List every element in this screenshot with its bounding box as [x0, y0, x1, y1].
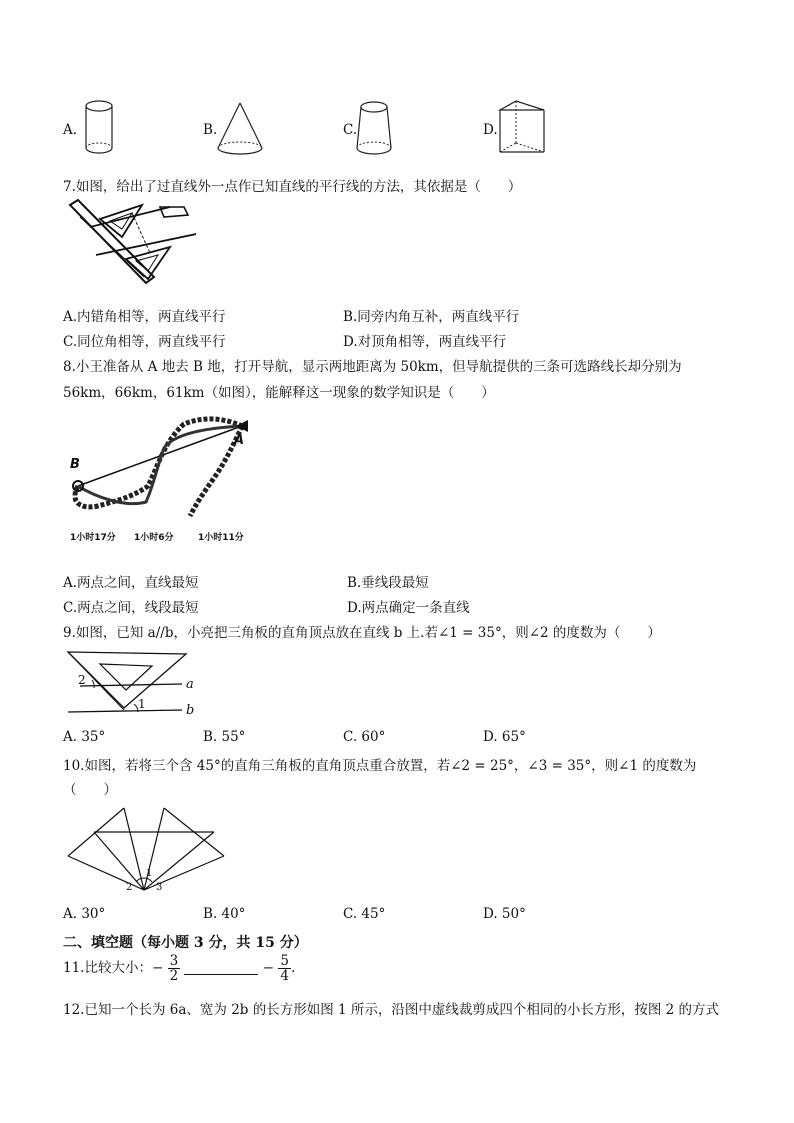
frustum-figure	[354, 98, 394, 160]
q11-answer-blank[interactable]	[184, 962, 258, 975]
q8-option-b: B.垂线段最短	[347, 575, 429, 591]
q10-option-c: C. 45°	[343, 906, 386, 922]
q8-map-label-a: A	[234, 433, 245, 448]
q10-stem-line2: （ ）	[63, 782, 117, 798]
q8-option-d: D.两点确定一条直线	[347, 600, 470, 616]
q10-angle-3-label: 3	[156, 882, 163, 893]
q10-option-d: D. 50°	[483, 906, 526, 922]
q7-option-c: C.同位角相等，两直线平行	[63, 334, 226, 350]
cylinder-figure	[82, 98, 116, 158]
q7-option-a: A.内错角相等，两直线平行	[63, 309, 226, 325]
q11-neg-sign-2: −	[262, 960, 275, 976]
q8-option-c: C.两点之间，线段最短	[63, 600, 199, 616]
q10-angle-1-label: 1	[146, 868, 153, 879]
q7-option-b: B.同旁内角互补，两直线平行	[343, 309, 520, 325]
q9-line-b-label: b	[186, 703, 195, 718]
q11-prefix: 11.比较大小：	[63, 960, 152, 976]
q11-fraction-2: $\frac{5}{4}$	[280, 953, 289, 984]
q8-route3-time: 1小时11分	[198, 533, 244, 543]
q10-option-b: B. 40°	[203, 906, 246, 922]
q9-angle-1-label: 1	[138, 697, 146, 711]
triangular-prism-figure	[496, 98, 548, 160]
q9-option-d: D. 65°	[483, 729, 526, 745]
q6-option-c-label: C.	[343, 122, 358, 138]
q10-three-set-squares-figure	[64, 804, 230, 894]
q8-stem-line1: 8.小王准备从 A 地去 B 地，打开导航，显示两地距离为 50km，但导航提供的三条可选路线长却分别为	[63, 359, 682, 375]
q7-stem: 7.如图，给出了过直线外一点作已知直线的平行线的方法，其依据是（ ）	[63, 179, 522, 195]
q6-option-b-label: B.	[203, 122, 218, 138]
q9-set-square-figure	[64, 646, 200, 722]
q10-stem-line1: 10.如图，若将三个含 45°的直角三角板的直角顶点重合放置，若∠2 = 25°，∠3 = 35°，则∠1 的度数为	[63, 758, 697, 774]
q12-text: 12.已知一个长为 6a、宽为 2b 的长方形如图 1 所示，沿图中虚线裁剪成四个相同的小长方形，按图 2 的方式	[63, 1002, 720, 1018]
q9-stem: 9.如图，已知 a//b，小亮把三角板的直角顶点放在直线 b 上.若∠1 = 35°，则∠2 的度数为（ ）	[63, 625, 661, 641]
q8-route1-time: 1小时17分	[70, 533, 116, 543]
q9-angle-2-label: 2	[78, 673, 86, 687]
q8-stem-line2: 56km，66km，61km（如图），能解释这一现象的数学知识是（ ）	[63, 385, 495, 401]
cone-figure	[214, 100, 266, 160]
q8-route2-time: 1小时6分	[134, 533, 174, 543]
q10-option-a: A. 30°	[63, 906, 106, 922]
q11-fraction-1: $\frac{3}{2}$	[169, 953, 179, 984]
section-2-title: 二、填空题（每小题 3 分，共 15 分）	[63, 935, 308, 951]
q8-map-label-b: B	[70, 457, 80, 472]
q9-line-a-label: a	[186, 677, 194, 692]
q8-navigation-map-figure	[64, 404, 264, 556]
q9-option-b: B. 55°	[203, 729, 246, 745]
q7-option-d: D.对顶角相等，两直线平行	[343, 334, 507, 350]
q10-angle-2-label: 2	[126, 882, 133, 893]
q9-option-c: C. 60°	[343, 729, 386, 745]
q9-option-a: A. 35°	[63, 729, 106, 745]
q6-option-d-label: D.	[483, 122, 498, 138]
q8-option-a: A.两点之间，直线最短	[63, 575, 199, 591]
q6-option-a-label: A.	[63, 122, 78, 138]
q11-end: .	[290, 960, 296, 976]
q7-parallel-construction-figure	[66, 197, 196, 291]
q11-line	[63, 954, 295, 983]
q11-neg-sign-1: −	[151, 960, 164, 976]
